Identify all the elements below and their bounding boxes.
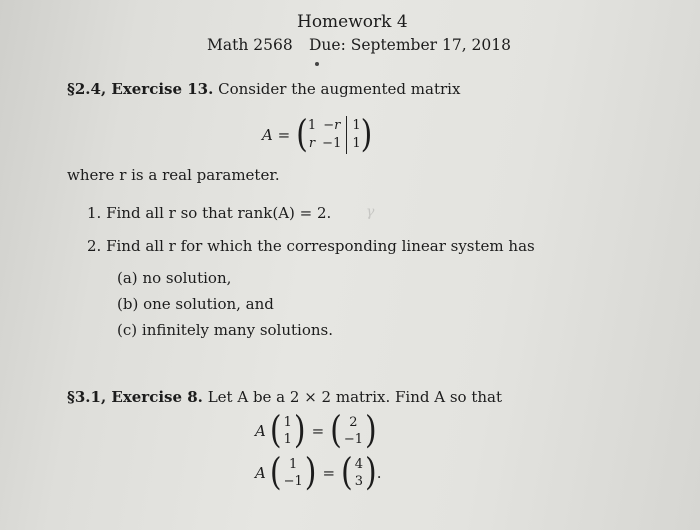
due-date: Due: September 17, 2018: [309, 36, 511, 54]
left-paren: (: [269, 408, 282, 453]
course-number: Math 2568: [207, 36, 293, 54]
matrix-label: A =: [262, 126, 291, 144]
exercise-13-section: §2.4, Exercise 13.: [67, 80, 214, 98]
matrix-cell: 1: [307, 118, 317, 133]
sub-item-label: (a): [117, 269, 138, 287]
vector-column: [344, 414, 363, 448]
coefficient-grid: [308, 117, 341, 153]
matrix-cell: 1: [352, 136, 361, 151]
equals-sign: =: [322, 464, 336, 482]
sub-item: [117, 321, 333, 339]
list-item: [87, 237, 535, 255]
exercise-8-intro: Let A be a 2 × 2 matrix. Find A so that: [207, 388, 503, 406]
vector-column: [355, 456, 363, 490]
item-number: 2.: [87, 237, 102, 255]
sub-item: [117, 269, 231, 287]
sub-item-label: (c): [117, 321, 138, 339]
vector-entry: 2: [349, 415, 358, 430]
matrix-symbol: A: [255, 422, 266, 440]
vector-entry: 1: [289, 457, 298, 472]
sub-item-text: one solution, and: [143, 295, 274, 313]
vector-entry: 3: [354, 474, 364, 489]
matrix-cell: 1: [352, 118, 361, 133]
item-number: 1.: [87, 204, 102, 222]
exercise-8-section: §3.1, Exercise 8.: [67, 388, 203, 406]
right-paren: ): [360, 112, 373, 157]
matrix-cell: −r: [323, 118, 341, 133]
sub-item: [117, 295, 274, 313]
equation-1: [255, 408, 377, 453]
vector-entry: 1: [283, 415, 292, 430]
page-title: Homework 4: [297, 12, 408, 32]
vector-entry: −1: [283, 474, 303, 489]
left-paren: (: [296, 112, 308, 157]
sub-item-label: (b): [117, 295, 139, 313]
period: .: [376, 464, 382, 482]
left-paren: (: [269, 450, 282, 495]
matrix-symbol: A: [255, 464, 266, 482]
vector-entry: 4: [354, 457, 364, 472]
exercise-8-heading: [67, 388, 502, 406]
rhs-column: [352, 117, 360, 153]
matrix-cell: −1: [322, 136, 342, 151]
list-item: [87, 204, 331, 222]
right-paren: ): [365, 450, 377, 495]
vector-entry: 1: [283, 432, 292, 447]
vector-column: [284, 456, 303, 490]
right-paren: ): [365, 408, 377, 453]
parameter-note: where r is a real parameter.: [67, 166, 280, 184]
vector-entry: −1: [343, 432, 364, 447]
left-paren: (: [330, 408, 342, 453]
item-text: Find all r for which the corresponding linear system has: [106, 237, 535, 255]
ink-dot: [315, 62, 319, 66]
augmented-matrix: [262, 112, 373, 157]
equals-sign: =: [311, 422, 325, 440]
vector-column: [284, 414, 292, 448]
bleed-through-mark: γ: [366, 204, 375, 220]
exercise-13-heading: [67, 80, 460, 98]
augmentation-bar: [346, 116, 347, 154]
sub-item-text: no solution,: [142, 269, 232, 287]
right-paren: ): [293, 408, 306, 453]
item-text: Find all r so that rank(A) = 2.: [106, 204, 332, 222]
left-paren: (: [341, 450, 353, 495]
sub-item-text: infinitely many solutions.: [141, 321, 333, 339]
right-paren: ): [304, 450, 317, 495]
matrix-cell: r: [308, 136, 316, 151]
equation-2: [255, 450, 382, 495]
exercise-13-intro: Consider the augmented matrix: [218, 80, 461, 98]
